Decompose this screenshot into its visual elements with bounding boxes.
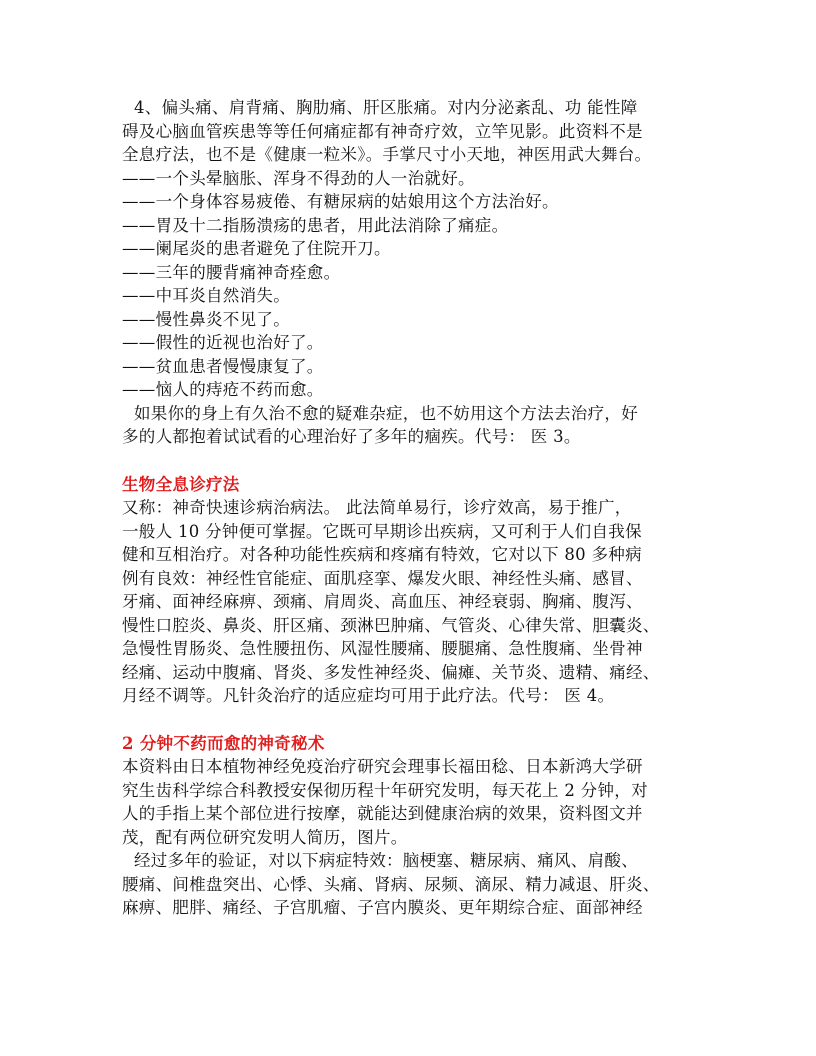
section-remedies-list: [122, 96, 702, 449]
paragraph-line: 多的人都抱着试试看的心理治好了多年的痼疾。代号： 医 3。: [122, 427, 581, 446]
paragraph-line: 4、偏头痛、肩背痛、胸肋痛、肝区胀痛。对内分泌紊乱、功 能性障: [134, 98, 638, 117]
list-item: ——恼人的痔疮不药而愈。: [122, 380, 324, 399]
paragraph-line: 全息疗法，也不是《健康一粒米》。手掌尺寸小天地，神医用武大舞台。: [122, 145, 652, 164]
paragraph-line: 急慢性胃肠炎、急性腰扭伤、风湿性腰痛、腰腿痛、急性腹痛、坐骨神: [122, 639, 643, 658]
list-item: ——假性的近视也治好了。: [122, 333, 324, 352]
list-item: ——贫血患者慢慢康复了。: [122, 356, 324, 376]
list-item: ——胃及十二指肠溃疡的患者，用此法消除了痛症。: [122, 215, 509, 235]
list-item: ——一个头晕脑胀、浑身不得劲的人一治就好。: [122, 168, 475, 188]
list-item: ——三年的腰背痛神奇痊愈。: [122, 262, 341, 282]
list-item: ——中耳炎自然消失。: [122, 286, 290, 305]
paragraph-line: 碍及心脑血管疾患等等任何痛症都有神奇疗效，立竿见影。此资料不是: [122, 121, 643, 141]
paragraph-line: 健和互相治疗。对各种功能性疾病和疼痛有特效，它对以下 80 多种病: [122, 545, 642, 564]
paragraph-line: 经过多年的验证，对以下病症特效：脑梗塞、糖尿病、痛风、肩酸、: [134, 851, 638, 870]
paragraph-line: 又称：神奇快速诊病治病法。 此法简单易行，诊疗效高，易于推广，: [122, 498, 632, 517]
section-gap: [122, 708, 702, 732]
paragraph-line: 经痛、运动中腹痛、肾炎、多发性神经炎、偏瘫、关节炎、遗精、痛经、: [122, 662, 660, 682]
document-page: [122, 96, 702, 920]
paragraph-line: 茂，配有两位研究发明人简历，图片。: [122, 827, 408, 847]
section-holographic-therapy: [122, 473, 702, 708]
paragraph-line: 人的手指上某个部位进行按摩，就能达到健康治病的效果，资料图文并: [122, 804, 643, 823]
list-item: ——阑尾炎的患者避免了住院开刀。: [122, 239, 391, 258]
paragraph-line: 本资料由日本植物神经免疫治疗研究会理事长福田稔、日本新鸿大学研: [122, 757, 643, 776]
paragraph-line: 腰痛、间椎盘突出、心悸、头痛、肾病、尿频、滴尿、精力减退、肝炎、: [122, 874, 660, 894]
list-item: ——一个身体容易疲倦、有糖尿病的姑娘用这个方法治好。: [122, 192, 559, 211]
paragraph-line: 例有良效：神经性官能症、面肌痉挛、爆发火眼、神经性头痛、感冒、: [122, 568, 643, 588]
section-heading: 2 分钟不药而愈的神奇秘术: [122, 733, 325, 753]
paragraph-line: 如果你的身上有久治不愈的疑难杂症，也不妨用这个方法去治疗，好: [134, 403, 638, 423]
section-heading: 生物全息诊疗法: [122, 474, 240, 494]
paragraph-line: 一般人 10 分钟便可掌握。它既可早期诊出疾病，又可利于人们自我保: [122, 521, 642, 541]
paragraph-line: 月经不调等。凡针灸治疗的适应症均可用于此疗法。代号： 医 4。: [122, 686, 615, 705]
section-gap: [122, 449, 702, 473]
paragraph-line: 麻痹、肥胖、痛经、子宫肌瘤、子宫内膜炎、更年期综合症、面部神经: [122, 898, 643, 917]
list-item: ——慢性鼻炎不见了。: [122, 309, 290, 329]
paragraph-line: 牙痛、面神经麻痹、颈痛、肩周炎、高血压、神经衰弱、胸痛、腹泻、: [122, 592, 643, 611]
section-two-minute-method: [122, 732, 702, 920]
paragraph-line: 究生齿科学综合科教授安保彻历程十年研究发明，每天花上 2 分钟，对: [122, 780, 648, 800]
paragraph-line: 慢性口腔炎、鼻炎、肝区痛、颈淋巴肿痛、气管炎、心律失常、胆囊炎、: [122, 615, 660, 635]
